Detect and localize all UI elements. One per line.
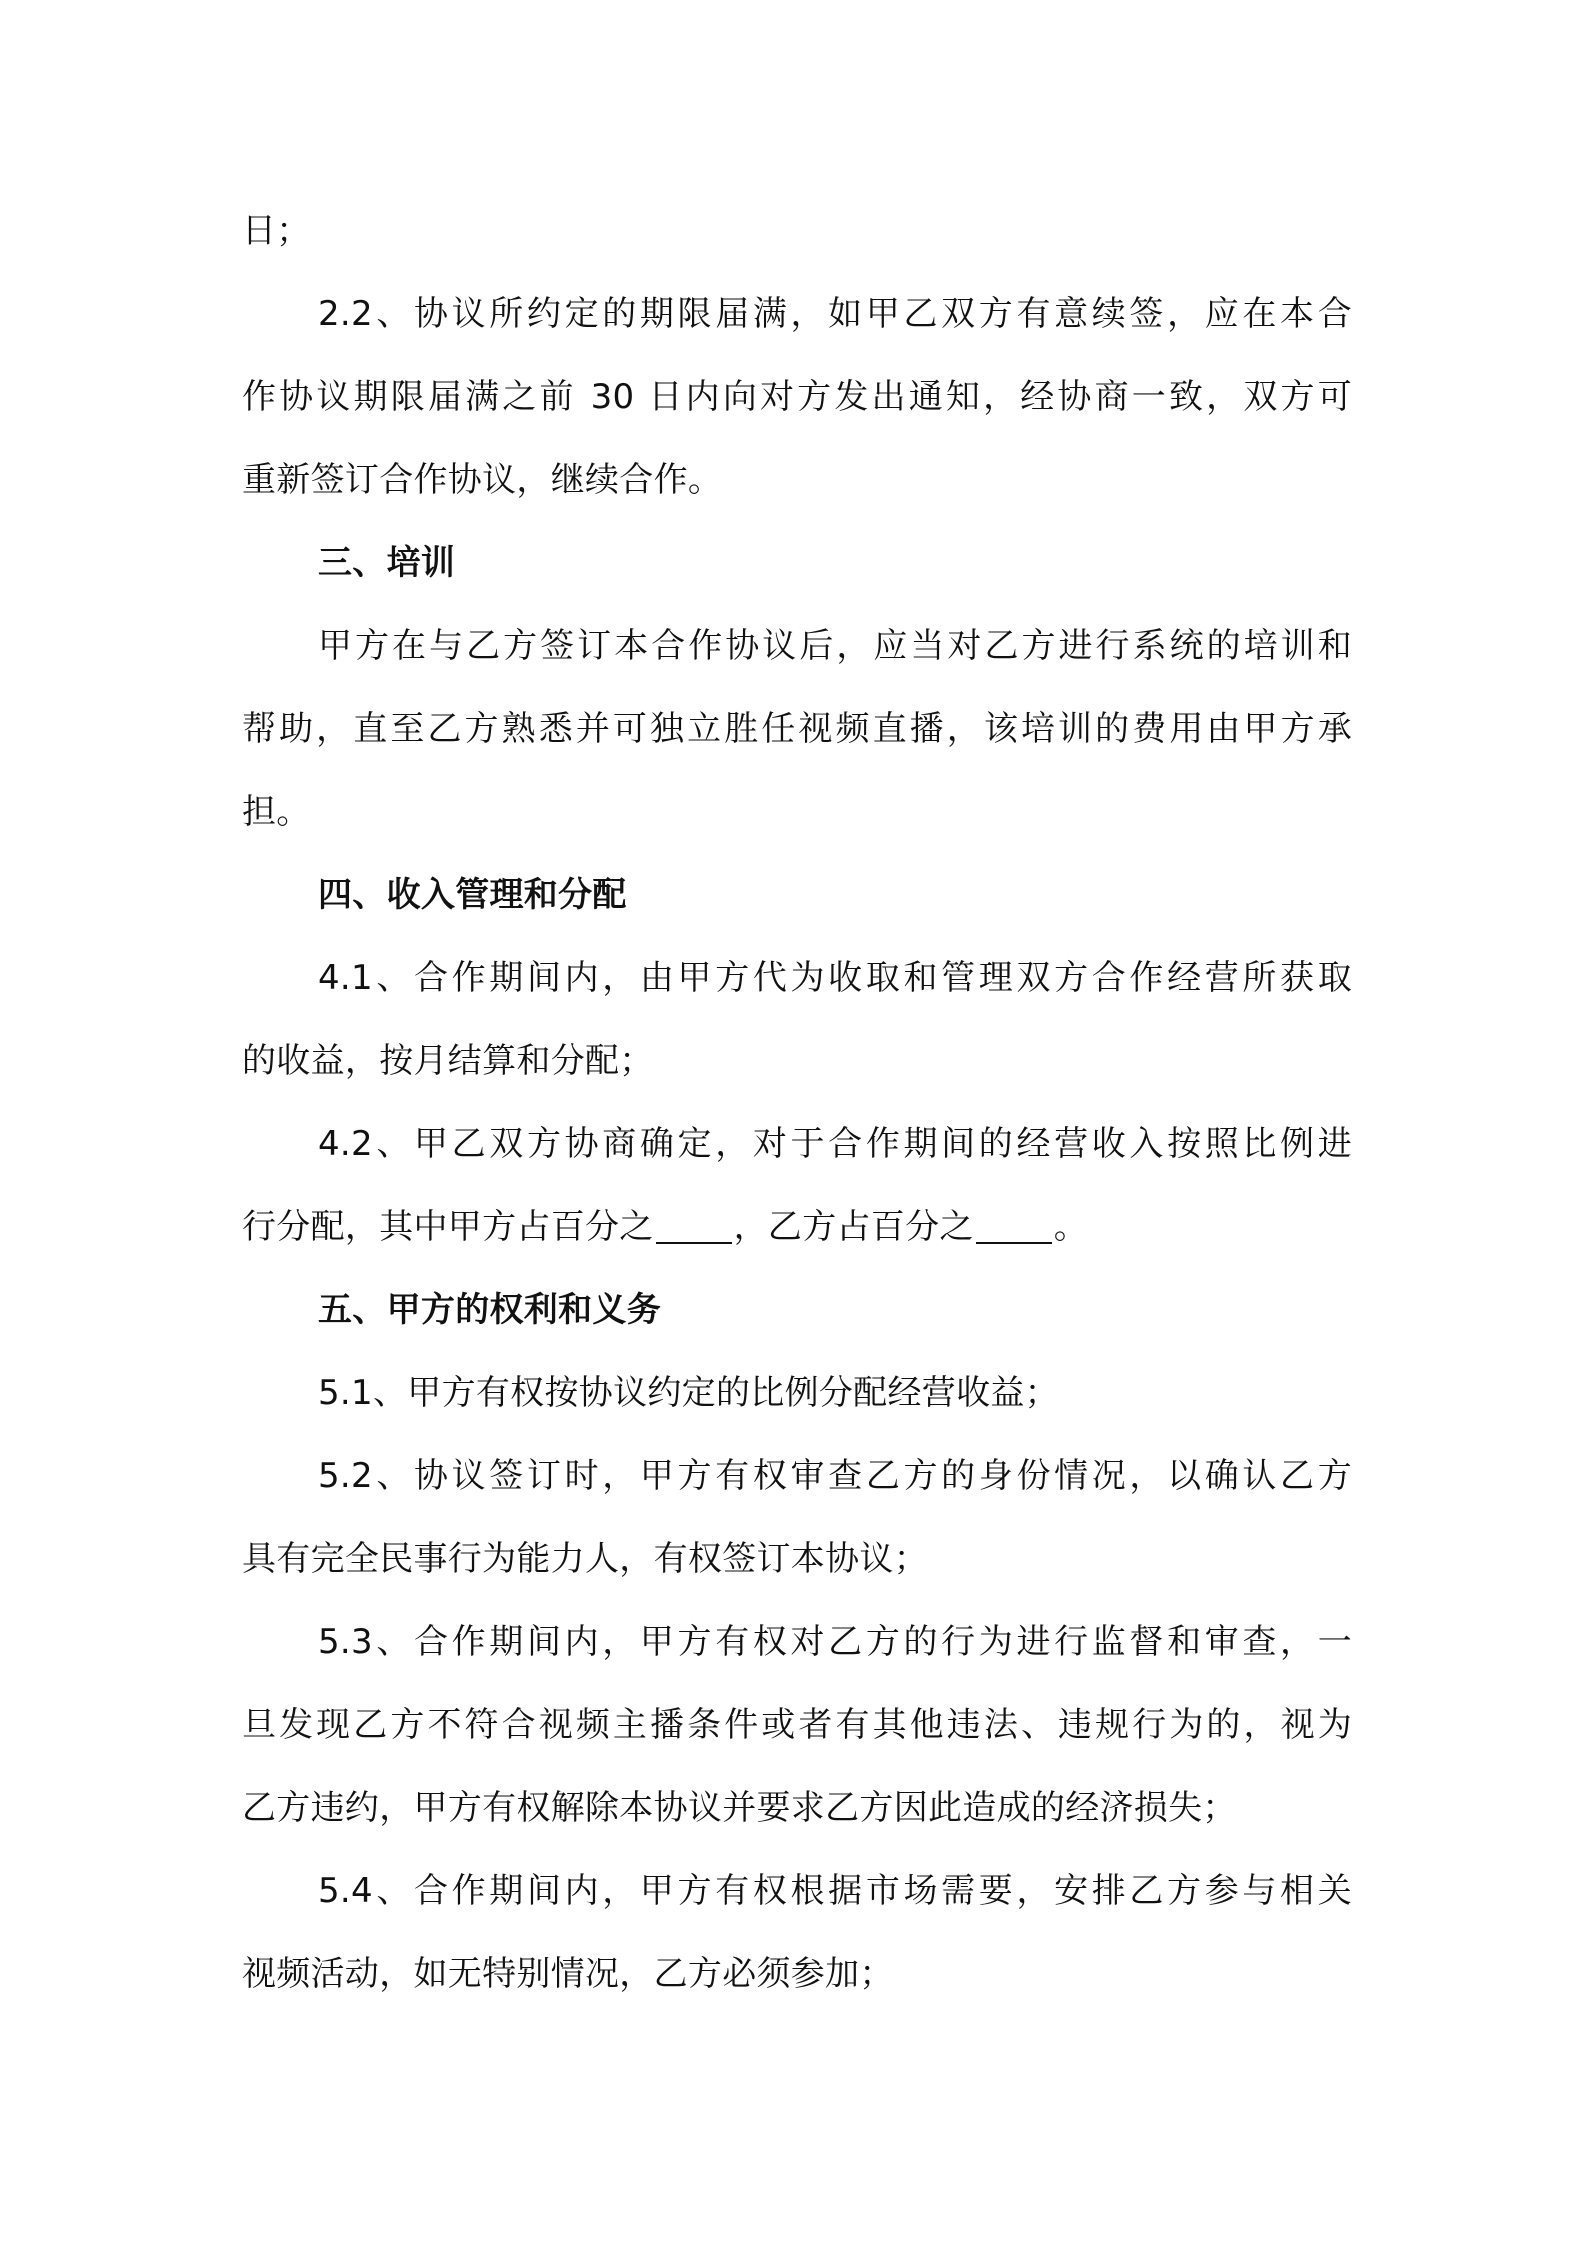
clause-4-2-text: ，乙方占百分之 (733, 1207, 974, 1247)
document-body (242, 190, 1352, 2016)
section-heading-income: 四、收入管理和分配 (318, 875, 627, 915)
clause-5-4-line: 视频活动，如无特别情况，乙方必须参加； (242, 1954, 894, 1994)
clause-5-1-line: 5.1、甲方有权按协议约定的比例分配经营收益； (318, 1373, 1059, 1413)
party-a-percentage-blank (656, 1241, 732, 1244)
clause-5-3-line: 5.3、合作期间内，甲方有权对乙方的行为进行监督和审查，一 (318, 1622, 1352, 1662)
clause-5-2-line: 具有完全民事行为能力人，有权签订本协议； (242, 1539, 928, 1579)
clause-5-3-line: 乙方违约，甲方有权解除本协议并要求乙方因此造成的经济损失； (242, 1788, 1237, 1828)
training-paragraph-line: 担。 (242, 792, 311, 832)
clause-4-1-line: 的收益，按月结算和分配； (242, 1041, 654, 1081)
training-paragraph-line: 帮助，直至乙方熟悉并可独立胜任视频直播，该培训的费用由甲方承 (242, 709, 1352, 749)
clause-4-2-text: 行分配，其中甲方占百分之 (242, 1207, 654, 1247)
training-paragraph-line: 甲方在与乙方签订本合作协议后，应当对乙方进行系统的培训和 (318, 626, 1352, 666)
section-heading-training: 三、培训 (318, 543, 456, 583)
clause-2-2-line: 2.2、协议所约定的期限届满，如甲乙双方有意续签，应在本合 (318, 294, 1352, 334)
party-b-percentage-blank (976, 1241, 1052, 1244)
clause-5-4-line: 5.4、合作期间内，甲方有权根据市场需要，安排乙方参与相关 (318, 1871, 1352, 1911)
clause-4-2-line (242, 1186, 1352, 1269)
clause-4-2-text: 。 (1053, 1207, 1089, 1247)
clause-2-2-line: 重新签订合作协议，继续合作。 (242, 460, 723, 500)
clause-4-1-line: 4.1、合作期间内，由甲方代为收取和管理双方合作经营所获取 (318, 958, 1352, 998)
section-heading-party-a-rights: 五、甲方的权利和义务 (318, 1290, 661, 1330)
clause-5-2-line: 5.2、协议签订时，甲方有权审查乙方的身份情况，以确认乙方 (318, 1456, 1352, 1496)
paragraph-line: 日； (242, 211, 311, 251)
clause-2-2-line: 作协议期限届满之前 30 日内向对方发出通知，经协商一致，双方可 (242, 377, 1352, 417)
clause-5-3-line: 旦发现乙方不符合视频主播条件或者有其他违法、违规行为的，视为 (242, 1705, 1352, 1745)
clause-4-2-line: 4.2、甲乙双方协商确定，对于合作期间的经营收入按照比例进 (318, 1124, 1352, 1164)
